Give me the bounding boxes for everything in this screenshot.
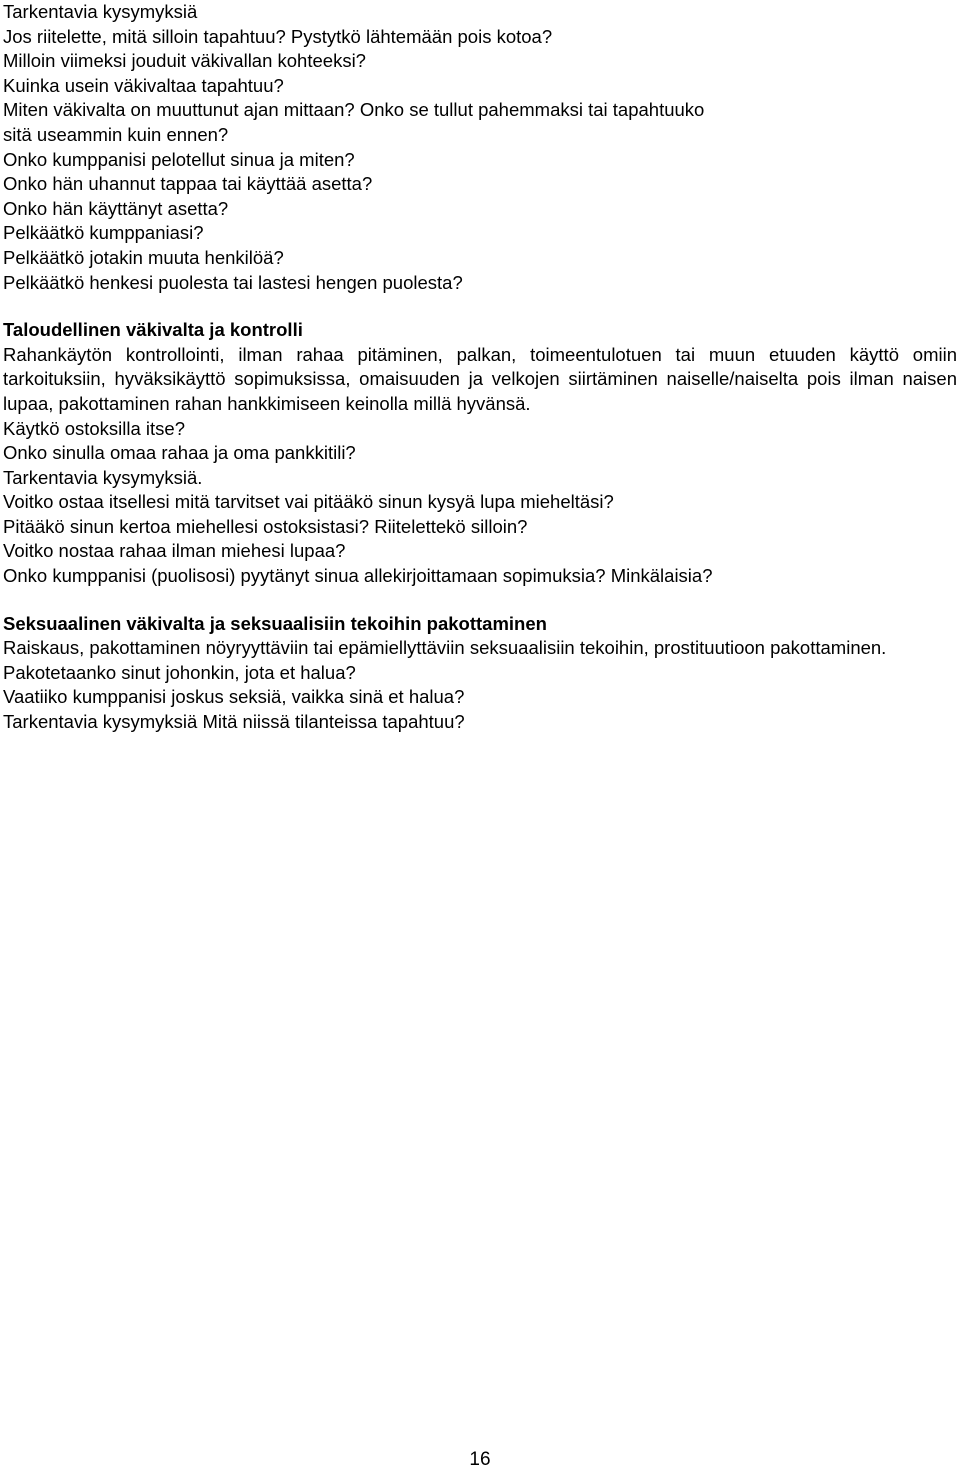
question-line: Tarkentavia kysymyksiä Mitä niissä tilanteissa tapahtuu? bbox=[3, 711, 465, 733]
questions-section bbox=[3, 0, 957, 295]
question-line: Milloin viimeksi jouduit väkivallan kohteeksi? bbox=[3, 50, 366, 72]
question-line: Pitääkö sinun kertoa miehellesi ostoksistasi? Riitelettekö silloin? bbox=[3, 515, 528, 537]
question-line: Pelkäätkö henkesi puolesta tai lastesi hengen puolesta? bbox=[3, 271, 463, 293]
question-line: Pelkäätkö kumppaniasi? bbox=[3, 222, 204, 244]
question-line: Onko hän käyttänyt asetta? bbox=[3, 197, 229, 219]
question-line: Voitko ostaa itsellesi mitä tarvitset vai pitääkö sinun kysyä lupa mieheltäsi? bbox=[3, 491, 614, 513]
economic-violence-section bbox=[3, 318, 957, 589]
question-line: Kuinka usein väkivaltaa tapahtuu? bbox=[3, 74, 284, 96]
page-number: 16 bbox=[469, 1449, 491, 1470]
section-description: Rahankäytön kontrollointi, ilman rahaa pitäminen, palkan, toimeentulotuen tai muun etuuden käyttö omiin tarkoituksiin, hyväksikäyttö sopimuksissa, omaisuuden ja velkojen siirtäminen naiselle/naiselta pois ilman naisen lupaa, pakottaminen rahan hankkimiseen keinolla millä hyvänsä. bbox=[3, 343, 957, 414]
question-line: Jos riitelette, mitä silloin tapahtuu? Pystytkö lähtemään pois kotoa? bbox=[3, 25, 553, 47]
question-line: Käytkö ostoksilla itse? bbox=[3, 417, 186, 439]
question-line: Miten väkivalta on muuttunut ajan mittaan? Onko se tullut pahemmaksi tai tapahtuuko bbox=[3, 99, 705, 121]
section-description: Raiskaus, pakottaminen nöyryyttäviin tai epämiellyttäviin seksuaalisiin tekoihin, prostituutioon pakottaminen. bbox=[3, 637, 887, 659]
sexual-violence-section bbox=[3, 612, 957, 735]
section-heading-economic-violence: Taloudellinen väkivalta ja kontrolli bbox=[3, 319, 303, 341]
question-line: sitä useammin kuin ennen? bbox=[3, 123, 229, 145]
question-line: Pakotetaanko sinut johonkin, jota et halua? bbox=[3, 661, 356, 683]
section-heading-sexual-violence: Seksuaalinen väkivalta ja seksuaalisiin tekoihin pakottaminen bbox=[3, 612, 547, 634]
question-line: Voitko nostaa rahaa ilman miehesi lupaa? bbox=[3, 540, 346, 562]
question-line: Onko sinulla omaa rahaa ja oma pankkitili? bbox=[3, 442, 356, 464]
question-line: Vaatiiko kumppanisi joskus seksiä, vaikka sinä et halua? bbox=[3, 686, 465, 708]
question-line: Onko kumppanisi pelotellut sinua ja miten? bbox=[3, 148, 355, 170]
question-line: Tarkentavia kysymyksiä. bbox=[3, 466, 203, 488]
question-line: Onko hän uhannut tappaa tai käyttää asetta? bbox=[3, 173, 373, 195]
question-line: Onko kumppanisi (puolisosi) pyytänyt sinua allekirjoittamaan sopimuksia? Minkälaisia? bbox=[3, 565, 713, 587]
question-line: Pelkäätkö jotakin muuta henkilöä? bbox=[3, 246, 284, 268]
document-page bbox=[3, 0, 957, 735]
section-heading-specifying-questions: Tarkentavia kysymyksiä bbox=[3, 1, 198, 22]
